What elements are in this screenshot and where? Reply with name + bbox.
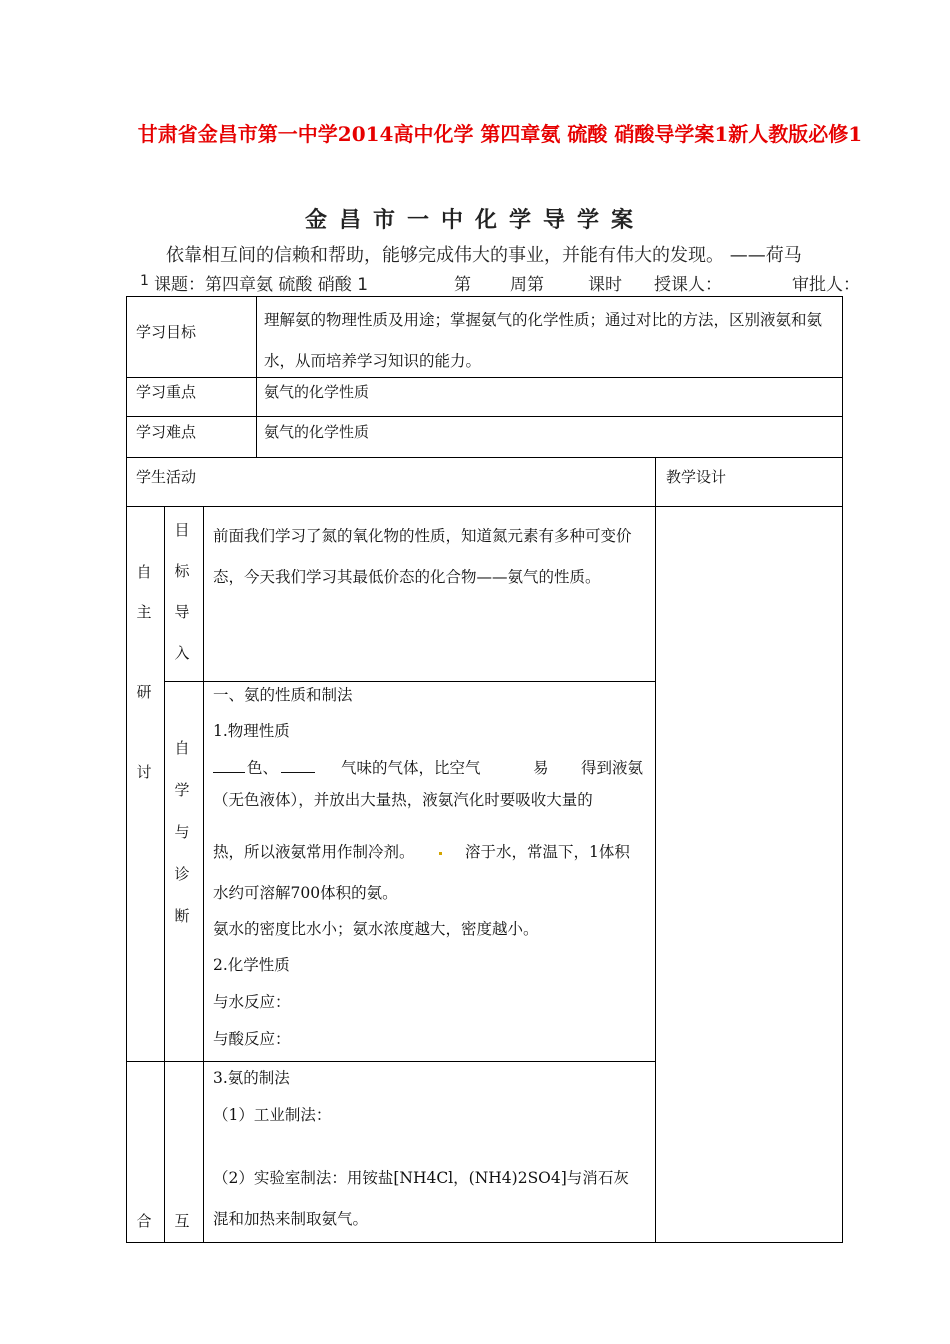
line3-solubility: 溶于水，常温下，1体积 — [465, 843, 630, 861]
teaching-design-header: 教学设计 — [666, 468, 727, 486]
line1-liquid: 得到液氨 — [581, 759, 644, 777]
lesson-approver: 审批人： — [792, 275, 860, 295]
section-label-zizhu-char-3 — [134, 632, 154, 672]
line1-easy: 易 — [533, 759, 549, 777]
section-label-mubiao — [172, 510, 192, 674]
focus-label: 学习重点 — [136, 383, 197, 401]
section-label-zixue — [172, 727, 192, 937]
reaction-with-water: 与水反应： — [213, 993, 291, 1011]
physical-properties-line-2: （无色液体），并放出大量热，液氨汽化时要吸收大量的 — [213, 791, 593, 809]
section-label-zixue-char-1: 自 — [174, 739, 190, 757]
physical-properties-line-1 — [213, 756, 649, 780]
chemical-properties-heading: 2.化学性质 — [213, 956, 290, 974]
physical-properties-line-5: 氨水的密度比水小；氨水浓度越大，密度越小。 — [213, 920, 539, 938]
section-label-zixue-char-3: 与 — [174, 823, 190, 841]
section-label-zixue-char-5: 断 — [174, 907, 190, 925]
section-label-zixue-char-4: 诊 — [174, 865, 190, 883]
lesson-week-suffix: 周第 — [510, 275, 544, 295]
document-title: 甘肃省金昌市第一中学2014高中化学 第四章氨 硫酸 硝酸导学案1新人教版必修1 — [137, 122, 863, 146]
lesson-week-prefix: 第 — [454, 275, 471, 295]
lesson-number: 1 — [140, 273, 149, 289]
lab-method-line-1 — [213, 1166, 653, 1190]
reaction-with-acid: 与酸反应： — [213, 1030, 291, 1048]
lab-method-line-2: 混和加热来制取氨气。 — [213, 1210, 369, 1228]
section-label-mubiao-char-3: 导 — [174, 603, 190, 621]
physical-properties-line-3 — [213, 840, 649, 864]
physical-properties-line-4: 水约可溶解700体积的氨。 — [213, 884, 398, 902]
focus-text: 氨气的化学性质 — [264, 383, 370, 401]
line3-coolant: 热，所以液氨常用作制冷剂。 — [213, 843, 415, 861]
mark-dot — [439, 852, 442, 855]
section-label-zixue-char-2: 学 — [174, 781, 190, 799]
preparation-heading: 3.氨的制法 — [213, 1069, 290, 1087]
section-label-zizhu-char-6: 讨 — [136, 763, 152, 781]
line1-odor: 气味的气体，比空气 — [341, 759, 481, 777]
section-label-zizhu-char-2: 主 — [136, 603, 152, 621]
lesson-period: 课时 — [588, 275, 622, 295]
lab-method-text: （2）实验室制法：用铵盐[NH4Cl，(NH4)2SO4]与消 — [213, 1169, 598, 1187]
section-label-mubiao-char-1: 目 — [174, 521, 190, 539]
properties-heading: 一、氨的性质和制法 — [213, 686, 353, 704]
difficulty-text: 氨气的化学性质 — [264, 423, 370, 441]
section-label-zizhu-char-5 — [134, 712, 154, 752]
section-label-mubiao-char-4: 入 — [174, 644, 190, 662]
section-label-zizhu-char-1: 自 — [136, 563, 152, 581]
color-blank — [213, 756, 245, 773]
lesson-topic: 课题：第四章氨 硫酸 硝酸 1 — [154, 275, 369, 295]
section-label-he: 合 — [136, 1212, 152, 1230]
section-label-mubiao-char-2: 标 — [174, 562, 190, 580]
section-label-zizhu-char-4: 研 — [136, 683, 152, 701]
banner-heading: 金昌市一中化学导学案 — [304, 208, 645, 233]
goals-label: 学习目标 — [136, 323, 197, 341]
goals-text: 理解氨的物理性质及用途；掌握氨气的化学性质；通过对比的方法，区别液氨和氨水，从而培养学习知识的能力。 — [264, 311, 823, 370]
difficulty-label: 学习难点 — [136, 423, 197, 441]
lesson-teacher: 授课人： — [654, 275, 722, 295]
line1-color: 色、 — [247, 759, 279, 777]
section-label-hu: 互 — [174, 1212, 190, 1230]
motto-quote: 依靠相互间的信赖和帮助，能够完成伟大的事业，并能有伟大的发现。 ——荷马 — [166, 245, 802, 266]
intro-paragraph: 前面我们学习了氮的氧化物的性质，知道氮元素有多种可变价态，今天我们学习其最低价态的化合物——氨气的性质。 — [213, 527, 632, 586]
section-label-zizhu — [134, 552, 154, 792]
student-activity-header: 学生活动 — [136, 468, 197, 486]
industrial-method: （1）工业制法： — [213, 1106, 332, 1124]
odor-blank — [281, 756, 315, 773]
physical-properties-heading: 1.物理性质 — [213, 722, 290, 740]
lab-method-lime: 石灰 — [597, 1169, 629, 1187]
